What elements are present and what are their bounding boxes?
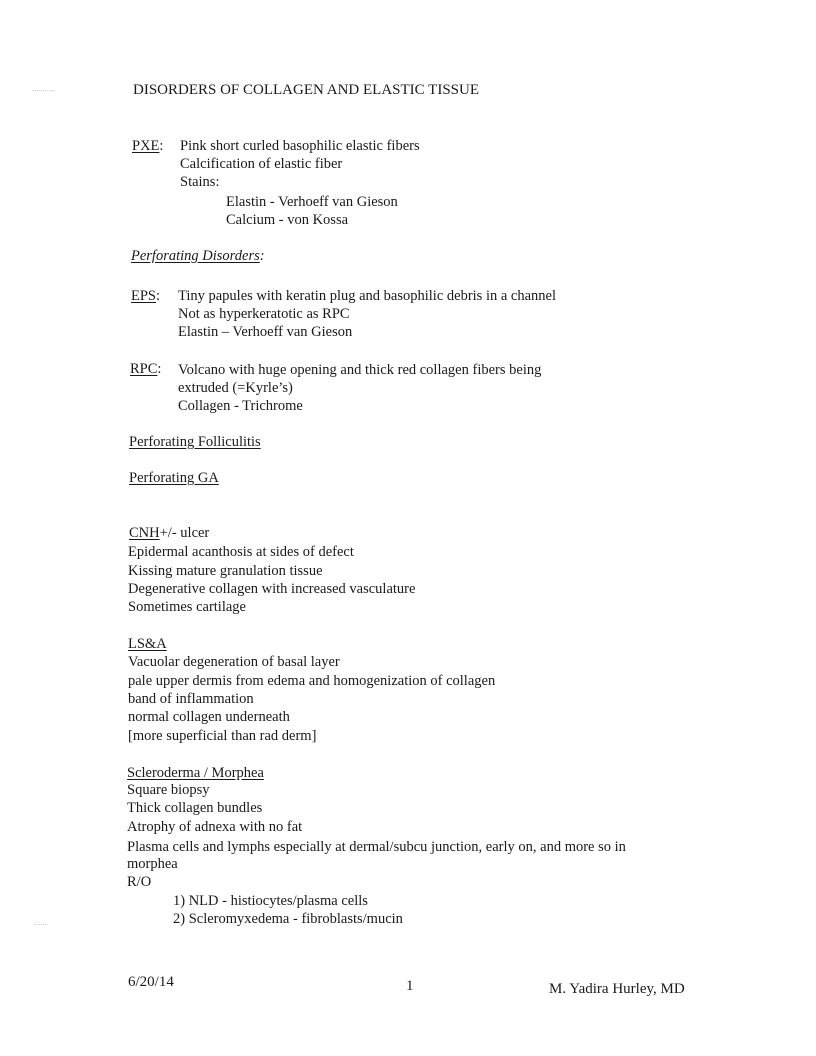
eps-line: Elastin – Verhoeff van Gieson [178,324,353,340]
cnh-line: Degenerative collagen with increased vasculature [128,581,416,597]
perforating-ga-heading: Perforating GA [129,470,219,486]
scleroderma-line: Square biopsy [127,782,210,798]
perforating-folliculitis-heading: Perforating Folliculitis [129,434,261,450]
cnh-suffix: +/- ulcer [159,525,210,541]
page-title: DISORDERS OF COLLAGEN AND ELASTIC TISSUE [133,82,479,98]
lsa-line: [more superficial than rad derm] [128,728,317,744]
lsa-heading: LS&A [128,636,167,652]
cnh-heading-row [129,524,209,542]
scleroderma-line: R/O [127,874,152,890]
pxe-colon: : [159,138,164,154]
eps-line: Tiny papules with keratin plug and basophilic debris in a channel [178,288,557,304]
eps-heading: EPS [131,288,156,304]
rpc-heading-row [130,360,161,378]
pxe-stain: Calcium - von Kossa [226,212,349,228]
eps-heading-row [131,287,160,305]
scan-speck-bottom [34,924,48,929]
rpc-line: extruded (=Kyrle’s) [178,380,293,396]
eps-line: Not as hyperkeratotic as RPC [178,306,350,322]
rpc-colon: : [157,361,162,377]
lsa-line: band of inflammation [128,691,254,707]
scleroderma-line: Atrophy of adnexa with no fat [127,819,303,835]
cnh-heading: CNH [129,525,160,541]
scleroderma-line: Plasma cells and lymphs especially at dermal/subcu junction, early on, and more so in [127,839,626,855]
scleroderma-heading: Scleroderma / Morphea [127,765,264,781]
pxe-heading: PXE [132,138,160,154]
footer-date: 6/20/14 [128,974,174,990]
scleroderma-line: morphea [127,856,178,872]
scleroderma-line: Thick collagen bundles [127,800,263,816]
cnh-line: Sometimes cartilage [128,599,246,615]
eps-colon: : [156,288,161,304]
perforating-disorders-heading [131,247,265,265]
pxe-line: Stains: [180,174,220,190]
pxe-line: Pink short curled basophilic elastic fibers [180,138,420,154]
footer-page-number: 1 [406,978,414,994]
pxe-line: Calcification of elastic fiber [180,156,343,172]
lsa-line: Vacuolar degeneration of basal layer [128,654,340,670]
footer-author: M. Yadira Hurley, MD [549,981,685,997]
perforating-disorders-colon: : [259,248,265,264]
ro-item: 2) Scleromyxedema - fibroblasts/mucin [173,911,403,927]
rpc-line: Volcano with huge opening and thick red collagen fibers being [178,362,542,378]
lsa-line: pale upper dermis from edema and homogenization of collagen [128,673,496,689]
rpc-line: Collagen - Trichrome [178,398,303,414]
cnh-line: Kissing mature granulation tissue [128,563,323,579]
scan-speck-top [32,90,54,95]
cnh-line: Epidermal acanthosis at sides of defect [128,544,354,560]
rpc-heading: RPC [130,361,158,377]
ro-item: 1) NLD - histiocytes/plasma cells [173,893,368,909]
lsa-line: normal collagen underneath [128,709,290,725]
perforating-disorders-label: Perforating Disorders [131,248,260,264]
pxe-heading-row [132,137,163,155]
pxe-stain: Elastin - Verhoeff van Gieson [226,194,398,210]
